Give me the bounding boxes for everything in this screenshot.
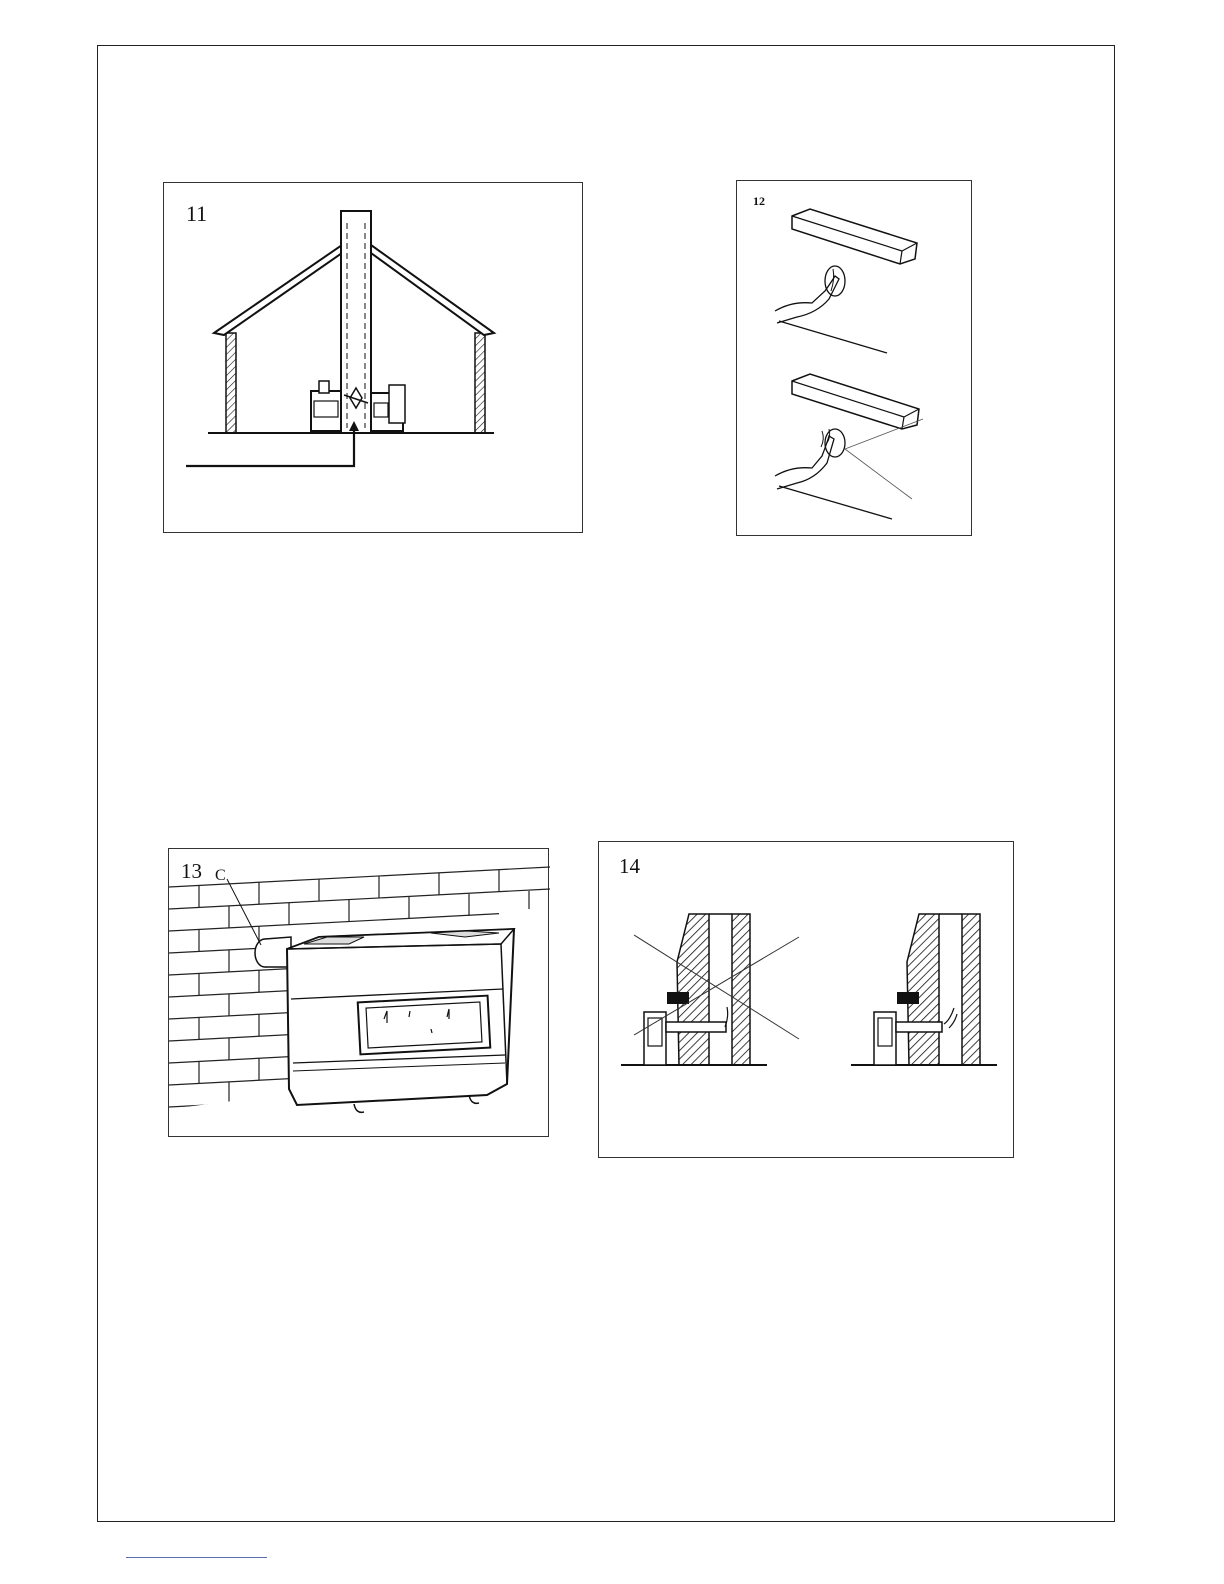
house-chimney-drawing (164, 183, 584, 534)
figure-number: 14 (619, 854, 640, 878)
figure-11 (163, 182, 583, 533)
flue-chimney-drawing (599, 842, 1015, 1159)
hand-top (775, 276, 839, 323)
figure-number: 11 (186, 201, 208, 226)
right-wall (475, 333, 485, 433)
roof-left (214, 245, 342, 335)
callout-c-leader (227, 879, 261, 945)
figure-14 (598, 841, 1014, 1158)
figure-number: 12 (753, 194, 765, 208)
heater-brick-wall-drawing (169, 849, 550, 1138)
figure-12 (736, 180, 972, 536)
footer-rule (126, 1557, 267, 1558)
figure-number: 13 (181, 859, 202, 883)
correct-installation (851, 914, 997, 1065)
draught-test-drawing (737, 181, 973, 537)
callout-c-label: C (215, 867, 226, 884)
left-wall (226, 333, 236, 433)
roof-right (371, 245, 494, 335)
figure-13 (168, 848, 549, 1137)
incorrect-installation (621, 914, 799, 1065)
